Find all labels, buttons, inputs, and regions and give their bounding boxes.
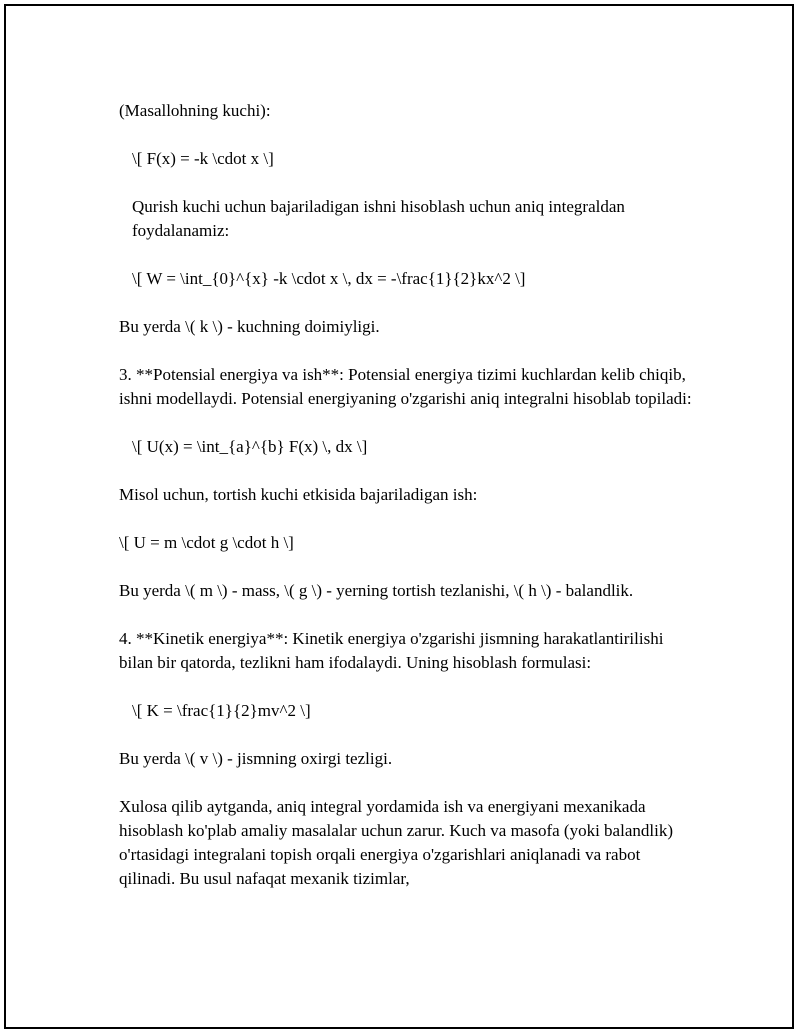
formula-potential: \[ U(x) = \int_{a}^{b} F(x) \, dx \]	[132, 437, 368, 456]
formula-kinetic: \[ K = \frac{1}{2}mv^2 \]	[132, 701, 311, 720]
paragraph-potential-energy: 3. **Potensial energiya va ish**: Potensial energiya tizimi kuchlardan kelib chiqib, ishni modellaydi. Potensial energiyaning o'zgarishi aniq integralni hisoblab topiladi:	[119, 365, 692, 408]
paragraph-kinetic-energy: 4. **Kinetik energiya**: Kinetik energiya o'zgarishi jismning harakatlantirilishi bilan bir qatorda, tezlikni ham ifodalaydi. Uning hisoblash formulasi:	[119, 629, 668, 672]
document-body	[119, 99, 694, 915]
page-frame	[4, 4, 794, 1029]
formula-force: \[ F(x) = -k \cdot x \]	[132, 149, 274, 168]
paragraph-force-label: (Masallohning kuchi):	[119, 101, 271, 120]
paragraph-mgh-definition: Bu yerda \( m \) - mass, \( g \) - yerning tortish tezlanishi, \( h \) - balandlik.	[119, 581, 634, 600]
formula-work: \[ W = \int_{0}^{x} -k \cdot x \, dx = -\frac{1}{2}kx^2 \]	[132, 269, 526, 288]
paragraph-work-intro: Qurish kuchi uchun bajariladigan ishni hisoblash uchun aniq integraldan foydalanamiz:	[132, 197, 630, 240]
paragraph-gravity-example: Misol uchun, tortish kuchi etkisida bajariladigan ish:	[119, 485, 478, 504]
formula-gravity: \[ U = m \cdot g \cdot h \]	[119, 533, 294, 552]
paragraph-k-definition: Bu yerda \( k \) - kuchning doimiyligi.	[119, 317, 380, 336]
paragraph-conclusion: Xulosa qilib aytganda, aniq integral yordamida ish va energiyani mexanikada hisoblash ko'plab amaliy masalalar uchun zarur. Kuch va masofa (yoki balandlik) o'rtasidagi integralani topish orqali energiya o'zgarishlari aniqlanadi va rabot qilinadi. Bu usul nafaqat mexanik tizimlar,	[119, 797, 678, 888]
paragraph-v-definition: Bu yerda \( v \) - jismning oxirgi tezligi.	[119, 749, 393, 768]
